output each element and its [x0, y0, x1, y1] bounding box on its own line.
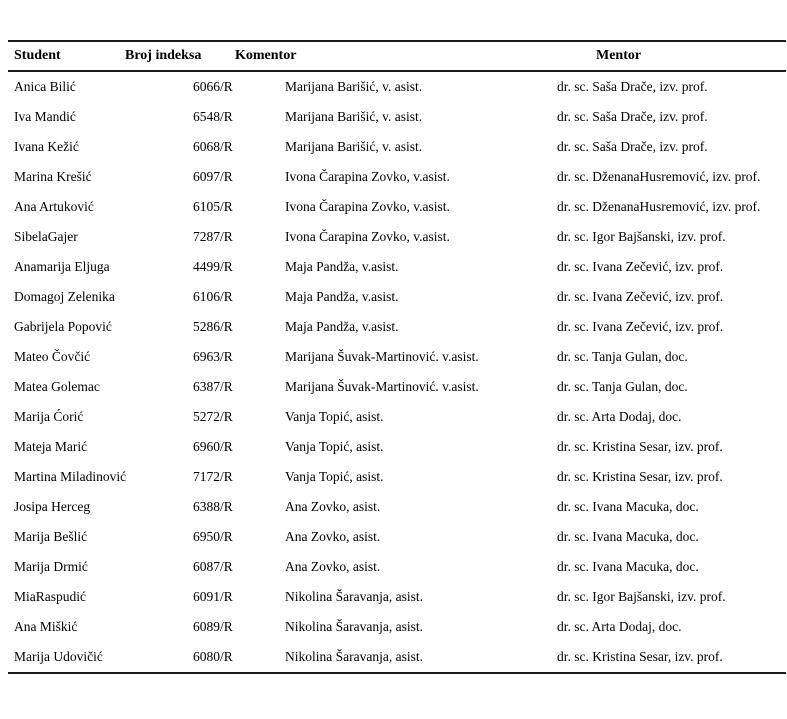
broj-indeksa-value: 6068/R [193, 139, 233, 154]
komentor-name: Ana Zovko, asist. [285, 499, 381, 514]
student-name: Marina Krešić [14, 169, 92, 184]
student-name: Mateo Čovčić [14, 349, 91, 364]
table-row [8, 552, 786, 582]
broj-indeksa-value: 7287/R [193, 229, 233, 244]
student-name: Ana Artuković [14, 199, 94, 214]
mentor-name: dr. sc. Tanja Gulan, doc. [557, 349, 688, 364]
mentor-name: dr. sc. Ivana Macuka, doc. [557, 499, 699, 514]
column-header-broj-indeksa: Broj indeksa [125, 48, 202, 63]
komentor-name: Ana Zovko, asist. [285, 529, 381, 544]
broj-indeksa-value: 6066/R [193, 79, 233, 94]
mentor-name: dr. sc. DženanaHusremović, izv. prof. [557, 199, 761, 214]
table-row [8, 72, 786, 102]
mentor-name: dr. sc. Ivana Macuka, doc. [557, 559, 699, 574]
komentor-name: Maja Pandža, v.asist. [285, 319, 399, 334]
broj-indeksa-value: 4499/R [193, 259, 233, 274]
komentor-name: Maja Pandža, v.asist. [285, 289, 399, 304]
broj-indeksa-value: 6950/R [193, 529, 233, 544]
broj-indeksa-value: 6106/R [193, 289, 233, 304]
table-row [8, 522, 786, 552]
student-name: Marija Ćorić [14, 409, 84, 424]
table-row [8, 402, 786, 432]
mentor-name: dr. sc. Ivana Zečević, izv. prof. [557, 289, 724, 304]
student-name: Iva Mandić [14, 109, 76, 124]
column-header-komentor: Komentor [235, 48, 297, 63]
mentor-name: dr. sc. Arta Dodaj, doc. [557, 409, 682, 424]
mentor-name: dr. sc. Saša Drače, izv. prof. [557, 79, 708, 94]
student-name: Marija Drmić [14, 559, 88, 574]
student-name: Mateja Marić [14, 439, 88, 454]
mentor-name: dr. sc. DženanaHusremović, izv. prof. [557, 169, 761, 184]
table-row [8, 642, 786, 672]
broj-indeksa-value: 6080/R [193, 649, 233, 664]
broj-indeksa-value: 6089/R [193, 619, 233, 634]
komentor-name: Ivona Čarapina Zovko, v.asist. [285, 199, 450, 214]
table-row [8, 582, 786, 612]
column-header-student: Student [14, 48, 61, 63]
broj-indeksa-value: 6388/R [193, 499, 233, 514]
student-name: Gabrijela Popović [14, 319, 112, 334]
komentor-name: Marijana Barišić, v. asist. [285, 109, 423, 124]
komentor-name: Vanja Topić, asist. [285, 439, 384, 454]
mentor-name: dr. sc. Kristina Sesar, izv. prof. [557, 469, 723, 484]
mentor-name: dr. sc. Kristina Sesar, izv. prof. [557, 649, 723, 664]
komentor-name: Marijana Šuvak-Martinović. v.asist. [285, 379, 479, 394]
table-row [8, 102, 786, 132]
table-row [8, 312, 786, 342]
broj-indeksa-value: 7172/R [193, 469, 233, 484]
komentor-name: Marijana Šuvak-Martinović. v.asist. [285, 349, 479, 364]
table-row [8, 432, 786, 462]
student-name: Marija Bešlić [14, 529, 88, 544]
komentor-name: Ivona Čarapina Zovko, v.asist. [285, 229, 450, 244]
mentor-name: dr. sc. Ivana Zečević, izv. prof. [557, 259, 724, 274]
student-name: Anamarija Eljuga [14, 259, 110, 274]
komentor-name: Nikolina Šaravanja, asist. [285, 619, 423, 634]
komentor-name: Nikolina Šaravanja, asist. [285, 649, 423, 664]
table-row [8, 132, 786, 162]
table-row [8, 342, 786, 372]
table-header-row [8, 42, 786, 72]
komentor-name: Vanja Topić, asist. [285, 469, 384, 484]
table-row [8, 282, 786, 312]
table-row [8, 612, 786, 642]
mentor-name: dr. sc. Tanja Gulan, doc. [557, 379, 688, 394]
table-row [8, 462, 786, 492]
column-header-mentor: Mentor [596, 48, 642, 63]
komentor-name: Maja Pandža, v.asist. [285, 259, 399, 274]
mentor-name: dr. sc. Igor Bajšanski, izv. prof. [557, 229, 726, 244]
broj-indeksa-value: 5286/R [193, 319, 233, 334]
student-name: Ana Miškić [14, 619, 78, 634]
komentor-name: Marijana Barišić, v. asist. [285, 139, 423, 154]
mentor-name: dr. sc. Arta Dodaj, doc. [557, 619, 682, 634]
student-name: Domagoj Zelenika [14, 289, 115, 304]
mentor-name: dr. sc. Ivana Macuka, doc. [557, 529, 699, 544]
student-mentor-table [8, 40, 786, 674]
mentor-name: dr. sc. Saša Drače, izv. prof. [557, 109, 708, 124]
student-name: Matea Golemac [14, 379, 100, 394]
broj-indeksa-value: 6097/R [193, 169, 233, 184]
student-name: Josipa Herceg [14, 499, 91, 514]
table-row [8, 372, 786, 402]
table-row [8, 252, 786, 282]
broj-indeksa-value: 6960/R [193, 439, 233, 454]
student-name: Marija Udovičić [14, 649, 103, 664]
table-row [8, 222, 786, 252]
broj-indeksa-value: 5272/R [193, 409, 233, 424]
student-name: Anica Bilić [14, 79, 76, 94]
student-name: Martina Miladinović [14, 469, 127, 484]
student-name: Ivana Kežić [14, 139, 79, 154]
table-row [8, 492, 786, 522]
mentor-name: dr. sc. Kristina Sesar, izv. prof. [557, 439, 723, 454]
komentor-name: Ana Zovko, asist. [285, 559, 381, 574]
komentor-name: Marijana Barišić, v. asist. [285, 79, 423, 94]
broj-indeksa-value: 6105/R [193, 199, 233, 214]
broj-indeksa-value: 6087/R [193, 559, 233, 574]
mentor-name: dr. sc. Igor Bajšanski, izv. prof. [557, 589, 726, 604]
broj-indeksa-value: 6963/R [193, 349, 233, 364]
komentor-name: Ivona Čarapina Zovko, v.asist. [285, 169, 450, 184]
student-name: MiaRaspudić [14, 589, 86, 604]
mentor-name: dr. sc. Saša Drače, izv. prof. [557, 139, 708, 154]
table-body [8, 72, 786, 672]
komentor-name: Vanja Topić, asist. [285, 409, 384, 424]
broj-indeksa-value: 6091/R [193, 589, 233, 604]
table-row [8, 192, 786, 222]
mentor-name: dr. sc. Ivana Zečević, izv. prof. [557, 319, 724, 334]
broj-indeksa-value: 6387/R [193, 379, 233, 394]
table-row [8, 162, 786, 192]
komentor-name: Nikolina Šaravanja, asist. [285, 589, 423, 604]
student-name: SibelaGajer [14, 229, 78, 244]
broj-indeksa-value: 6548/R [193, 109, 233, 124]
